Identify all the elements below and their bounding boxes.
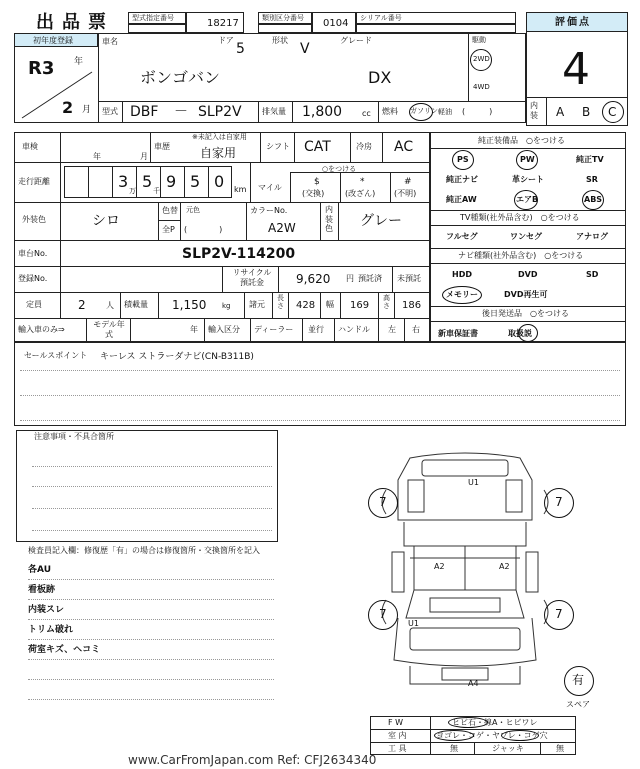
equip-abs: ABS bbox=[584, 195, 603, 204]
tv-analog: アナログ bbox=[576, 232, 608, 241]
equipment-title: 純正装備品 ○をつける bbox=[478, 136, 565, 145]
mark-a2-right: A2 bbox=[499, 562, 510, 571]
tire-rear-right-value: 7 bbox=[555, 607, 563, 621]
equip-pw: PW bbox=[520, 155, 535, 164]
load-value: 1,150 bbox=[172, 298, 207, 312]
mileage-digit-5: 0 bbox=[214, 172, 225, 191]
doors-label: ドア bbox=[218, 36, 234, 45]
first-reg-label: 初年度登録 bbox=[33, 36, 73, 45]
length-label: 長さ bbox=[277, 294, 284, 311]
meter-opt-unknown: # bbox=[404, 177, 412, 187]
legend-jack-value: 無 bbox=[556, 744, 564, 753]
drive-2wd: 2WD bbox=[473, 55, 490, 63]
shaken-year-unit: 年 bbox=[93, 152, 101, 161]
docs-title: 後日発送品 ○をつける bbox=[482, 309, 569, 318]
mileage-km-unit: km bbox=[234, 185, 247, 194]
mileage-sen-unit: 千 bbox=[153, 187, 160, 195]
shape-value: V bbox=[300, 41, 310, 57]
recycle-paid: 預託済 bbox=[358, 274, 382, 283]
type-value: SLP2V bbox=[198, 104, 242, 120]
type-label: 型式 bbox=[102, 107, 118, 116]
history-value: 自家用 bbox=[200, 146, 237, 160]
chassis-label: 車台No. bbox=[18, 249, 48, 258]
first-reg-month: 2 bbox=[62, 98, 74, 117]
spare-value: 有 bbox=[572, 673, 585, 687]
equip-tv: 純正TV bbox=[576, 155, 604, 164]
interior-grade-a: A bbox=[556, 105, 565, 119]
color-no-label: カラーNo. bbox=[250, 206, 288, 215]
mark-u1-roof: U1 bbox=[468, 478, 479, 487]
navi-memory: メモリー bbox=[446, 290, 478, 299]
mark-a2-left: A2 bbox=[434, 562, 445, 571]
notes-label: 注意事項・不具合箇所 bbox=[34, 432, 114, 441]
shape-label: 形状 bbox=[272, 36, 288, 45]
inspector-item-2: 看板跡 bbox=[28, 585, 56, 595]
mileage-digit-3: 9 bbox=[166, 172, 177, 191]
legend-fw-circle bbox=[448, 717, 488, 728]
category-value: 0104 bbox=[323, 18, 349, 29]
legend-interior-options: ヨゴレ・コゲ・ヤブレ・コゲ穴 bbox=[436, 731, 548, 740]
color-label: 外装色 bbox=[22, 215, 46, 224]
height-label: 高さ bbox=[383, 294, 390, 311]
model-year-label: モデル年式 bbox=[93, 320, 125, 339]
meter-opt-unknown-desc: (不明) bbox=[394, 189, 417, 198]
model-code-spacer bbox=[128, 24, 186, 33]
shift-label: シフト bbox=[266, 142, 290, 151]
type-dash: － bbox=[174, 104, 188, 120]
tv-fullseg: フルセグ bbox=[446, 232, 478, 241]
color-no-value: A2W bbox=[268, 221, 296, 235]
shaken-label: 車検 bbox=[22, 142, 38, 151]
drive-4wd: 4WD bbox=[473, 83, 490, 91]
meter-circle-note: ○をつける bbox=[322, 165, 357, 173]
car-name-label: 車名 bbox=[102, 37, 118, 46]
recycle-label: リサイクル預託金 bbox=[232, 268, 272, 287]
tv-title: TV種類(社外品含む) ○をつける bbox=[460, 213, 580, 222]
rating-label-cell bbox=[526, 12, 628, 32]
mile-label: マイル bbox=[258, 183, 282, 192]
equip-sr: SR bbox=[586, 175, 598, 184]
equip-navi: 純正ナビ bbox=[446, 175, 478, 184]
drive-label: 駆動 bbox=[472, 36, 486, 44]
category-spacer bbox=[258, 24, 312, 33]
serial-value bbox=[356, 24, 516, 33]
navi-dvd: DVD bbox=[518, 270, 538, 279]
capacity-value: 2 bbox=[78, 298, 86, 312]
meter-opt-tampered-desc: (改ざん) bbox=[345, 189, 376, 198]
fuel-other: ( ) bbox=[462, 107, 493, 116]
import-only-label: 輸入車のみ⇒ bbox=[18, 325, 65, 334]
mileage-label: 走行距離 bbox=[18, 177, 50, 186]
sales-point-label: セールスポイント bbox=[24, 351, 88, 360]
vehicle-damage-diagram bbox=[370, 440, 560, 696]
inspector-label: 検査員記入欄：修復歴「有」の場合は修復箇所・交換箇所を記入 bbox=[28, 546, 260, 555]
mileage-man-unit: 万 bbox=[129, 187, 136, 195]
category-value-cell bbox=[312, 12, 356, 33]
interior-color-value: グレー bbox=[360, 213, 402, 229]
serial-label-cell bbox=[356, 12, 516, 24]
sales-point-text: キーレス ストラーダナビ(CN-B311B) bbox=[100, 352, 254, 362]
dims-label: 諸元 bbox=[249, 300, 265, 309]
model-code-label: 型式指定番号 bbox=[132, 14, 174, 22]
legend-jack-label: ジャッキ bbox=[492, 744, 524, 753]
displacement-unit: cc bbox=[362, 109, 371, 118]
mark-u1-side: U1 bbox=[408, 619, 419, 628]
recolor-original: 元色 bbox=[186, 206, 200, 214]
mileage-digit-1: 3 bbox=[118, 172, 129, 191]
mileage-digit-4: 5 bbox=[190, 172, 201, 191]
mileage-digit-2: 5 bbox=[142, 172, 153, 191]
capacity-label: 定員 bbox=[26, 300, 42, 309]
legend-tools-label: 工 具 bbox=[388, 744, 407, 753]
chassis-value: SLP2V-114200 bbox=[182, 246, 296, 262]
load-label: 積載量 bbox=[124, 300, 148, 309]
inspector-item-3: 内装スレ bbox=[28, 605, 65, 615]
legend-tools-value: 無 bbox=[450, 744, 458, 753]
shaken-month-unit: 月 bbox=[140, 152, 148, 161]
import-class-label: 輸入区分 bbox=[208, 325, 240, 334]
all-paint-value: ( ) bbox=[184, 225, 223, 234]
navi-hdd: HDD bbox=[452, 270, 472, 279]
ac-value: AC bbox=[394, 139, 414, 155]
model-code-value: 18217 bbox=[207, 18, 239, 29]
spare-label: スペア bbox=[566, 700, 590, 709]
car-name-value: ボンゴバン bbox=[140, 68, 221, 87]
category-label-cell bbox=[258, 12, 312, 24]
load-unit: kg bbox=[222, 302, 231, 310]
shift-value: CAT bbox=[304, 139, 331, 155]
inspector-item-5: 荷室キズ、ヘコミ bbox=[28, 645, 101, 655]
interior-color-label: 内装色 bbox=[325, 205, 333, 234]
type-prefix: DBF bbox=[130, 104, 159, 120]
tire-front-left-value: 7 bbox=[379, 495, 387, 509]
length-value: 428 bbox=[296, 300, 316, 311]
category-label: 類別区分番号 bbox=[262, 14, 304, 22]
equip-ps: PS bbox=[457, 155, 469, 164]
rating-label: 評価点 bbox=[555, 17, 591, 28]
serial-label: シリアル番号 bbox=[360, 14, 402, 22]
handle-left: 左 bbox=[388, 325, 396, 334]
equip-leather: 革シート bbox=[512, 175, 544, 184]
equip-airbag: エアB bbox=[516, 195, 539, 204]
import-class-parallel: 並行 bbox=[308, 325, 324, 334]
legend-fw-options: ヒビ石・線A・ヒビワレ bbox=[452, 718, 538, 727]
navi-title: ナビ種類(社外品含む) ○をつける bbox=[458, 251, 584, 260]
doors-value: 5 bbox=[236, 41, 245, 57]
meter-opt-exchanged-desc: (交換) bbox=[302, 189, 325, 198]
fuel-value: ガソリン bbox=[410, 107, 438, 115]
legend-dirt-circle bbox=[434, 730, 474, 741]
recycle-unpaid: 未預託 bbox=[397, 274, 421, 283]
first-reg-month-unit: 月 bbox=[82, 105, 92, 115]
interior-grade-b: B bbox=[582, 105, 591, 119]
displacement-value: 1,800 bbox=[302, 104, 343, 120]
navi-sd: SD bbox=[586, 270, 599, 279]
grade-value: DX bbox=[368, 68, 392, 87]
docs-warranty: 新車保証書 bbox=[438, 329, 478, 338]
legend-interior-label: 室 内 bbox=[388, 731, 407, 740]
import-class-dealer: ディーラー bbox=[254, 325, 294, 334]
tire-front-right-value: 7 bbox=[555, 495, 563, 509]
color-value: シロ bbox=[92, 213, 120, 229]
fuel-diesel: 軽油 bbox=[438, 108, 452, 116]
mark-a4: A4 bbox=[468, 679, 479, 688]
all-paint-label: 全P bbox=[162, 225, 175, 234]
displacement-label: 排気量 bbox=[262, 107, 286, 116]
inspector-item-1: 各AU bbox=[28, 565, 51, 575]
width-label: 幅 bbox=[326, 300, 334, 309]
fuel-label: 燃料 bbox=[382, 107, 398, 116]
height-value: 186 bbox=[402, 300, 422, 311]
registration-label: 登録No. bbox=[18, 274, 48, 283]
footer-watermark: www.CarFromJapan.com Ref: CFJ2634340 bbox=[128, 753, 377, 767]
ac-label: 冷房 bbox=[356, 142, 372, 151]
recycle-value: 9,620 bbox=[296, 272, 331, 286]
tv-oneseg: ワンセグ bbox=[510, 232, 542, 241]
model-year-unit: 年 bbox=[190, 325, 198, 334]
first-reg-label-cell bbox=[14, 33, 98, 47]
interior-label: 内装 bbox=[530, 101, 538, 121]
width-value: 169 bbox=[350, 300, 370, 311]
legend-fw-label: F W bbox=[388, 718, 404, 727]
tire-rear-left-value: 7 bbox=[379, 607, 387, 621]
recolor-label: 色替 bbox=[162, 206, 178, 215]
history-note: ※未記入は自家用 bbox=[192, 133, 247, 141]
model-code-label-cell bbox=[128, 12, 186, 24]
grade-label: グレード bbox=[340, 36, 372, 45]
page-title: 出品票 bbox=[36, 12, 114, 33]
meter-opt-exchanged: $ bbox=[314, 177, 320, 187]
handle-label: ハンドル bbox=[338, 325, 370, 334]
meter-opt-tampered: * bbox=[360, 177, 365, 187]
navi-dvd-play: DVD再生可 bbox=[504, 290, 548, 299]
interior-grade-c: C bbox=[608, 105, 617, 119]
docs-manual: 取扱説 bbox=[508, 329, 532, 338]
equip-aw: 純正AW bbox=[446, 195, 477, 204]
capacity-unit: 人 bbox=[106, 301, 114, 310]
first-reg-era: R3 bbox=[28, 58, 55, 79]
first-reg-year-unit: 年 bbox=[74, 57, 84, 67]
history-label: 車歴 bbox=[154, 142, 170, 151]
legend-tear-circle bbox=[501, 730, 539, 741]
rating-score: 4 bbox=[562, 44, 590, 95]
recycle-unit: 円 bbox=[346, 274, 354, 283]
inspector-item-4: トリム破れ bbox=[28, 625, 74, 635]
handle-right: 右 bbox=[412, 325, 420, 334]
model-code-value-cell bbox=[186, 12, 244, 33]
